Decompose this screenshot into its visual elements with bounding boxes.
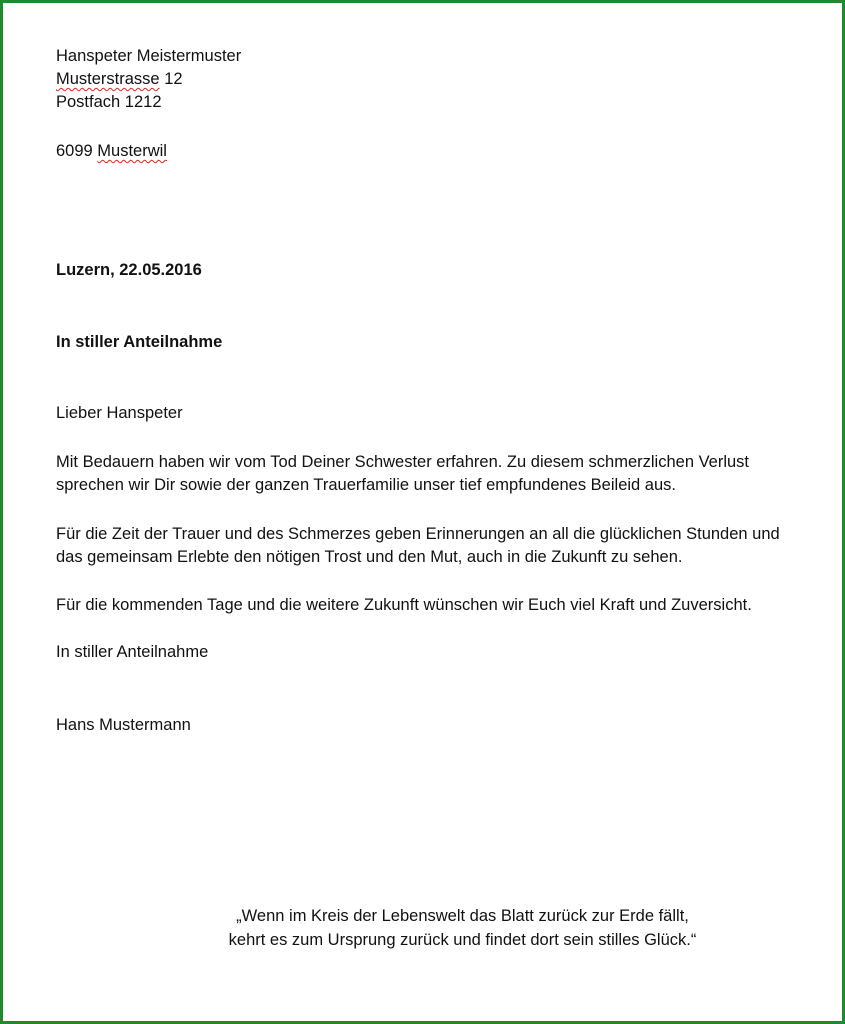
body-paragraph-2-line-2: das gemeinsam Erlebte den nötigen Trost und den Mut, auch in die Zukunft zu sehen. <box>56 548 683 566</box>
sender-city-line <box>56 140 167 163</box>
body-paragraph-2-line-1: Für die Zeit der Trauer und des Schmerzes geben Erinnerungen an all die glücklichen Stunden und <box>56 525 780 543</box>
sender-street <box>56 68 183 91</box>
body-paragraph-1-line-2: sprechen wir Dir sowie der ganzen Trauerfamilie unser tief empfundenes Beileid aus. <box>56 476 676 494</box>
date-line: Luzern, 22.05.2016 <box>56 261 202 279</box>
body-paragraph-1-line-1: Mit Bedauern haben wir vom Tod Deiner Schwester erfahren. Zu diesem schmerzlichen Verlust <box>56 453 750 471</box>
sender-city: Musterwil <box>97 142 167 160</box>
quote-line-2: kehrt es zum Ursprung zurück und findet dort sein stilles Glück.“ <box>228 931 697 949</box>
signature-name: Hans Mustermann <box>56 716 191 734</box>
sender-street-number: 12 <box>159 70 183 88</box>
salutation: Lieber Hanspeter <box>56 404 183 422</box>
quote-line-1: „Wenn im Kreis der Lebenswelt das Blatt zurück zur Erde fällt, <box>236 907 689 925</box>
sender-zip: 6099 <box>56 142 98 160</box>
sender-street-name: Musterstrasse <box>56 70 160 88</box>
subject-line: In stiller Anteilnahme <box>56 333 223 351</box>
sender-name: Hanspeter Meistermuster <box>56 47 242 65</box>
closing-line: In stiller Anteilnahme <box>56 643 209 661</box>
sender-postbox: Postfach 1212 <box>56 93 162 111</box>
body-paragraph-3-line-1: Für die kommenden Tage und die weitere Zukunft wünschen wir Euch viel Kraft und Zuversicht. <box>56 596 752 614</box>
